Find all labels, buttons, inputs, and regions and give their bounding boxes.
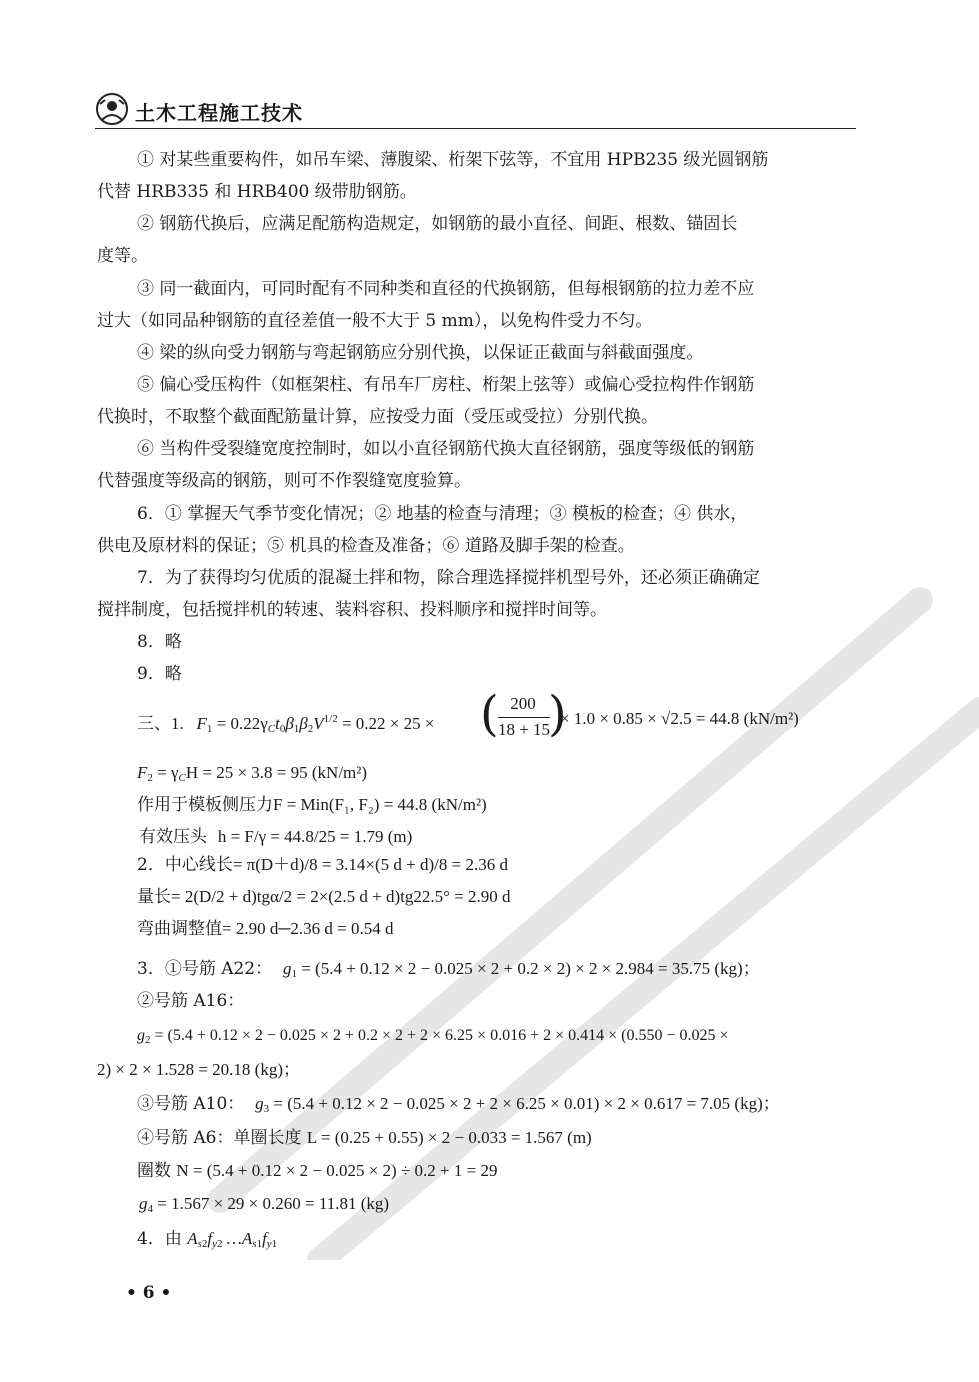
answer-3-line-1: 3．①号筋 A22： $g_1 = (5.4 + 0.12 \times 2 - 0.025 \times 2 + 0.2 \times 2) \times 2 \times 2.984 = 35.75$ (kg)； [137,959,760,980]
para-5-line-2: 代换时，不取整个截面配筋量计算，应按受力面（受压或受拉）分别代换。 [97,407,658,427]
para-1-line-2: 代替 HRB335 和 HRB400 级带肋钢筋。 [97,182,417,202]
formula-head [139,826,412,848]
answer-2-line-2 [137,886,511,908]
answer-6-line-2: 供电及原材料的保证；⑤ 机具的检查及准备；⑥ 道路及脚手架的检查。 [97,536,635,556]
book-title: 土木工程施工技术 [135,101,303,125]
q3-l7-eq: N = (5.4 + 0.12 × 2 − 0.025 × 2) ÷ 0.2 + 1 = 29 [176,1161,498,1180]
f2-rest: H = 25 × 3.8 = 95 (kN/m²) [185,763,368,782]
answer-3-line-6 [137,1127,592,1149]
publisher-logo-icon [95,92,129,126]
f1-mid: = 0.22 × 25 × [341,714,435,733]
q3-l6-eq: L = (0.25 + 0.55) × 2 − 0.033 = 1.567 (m) [306,1128,592,1147]
head-eq: h = F/γ = 44.8/25 = 1.79 (m) [217,827,413,846]
f1-numerator: 200 [510,694,536,713]
q2-l1-eq: = π(D＋d)/8 = 3.14×(5 d + d)/8 = 2.36 d [232,855,508,874]
q4-f2: f [262,1229,267,1248]
q2-l3-eq: = 2.90 d─2.36 d = 0.54 d [222,919,394,938]
section-3-prefix: 三、1. [137,714,184,733]
f2-eq: = γ [157,763,179,782]
para-4-line-1: ④ 梁的纵向受力钢筋与弯起钢筋应分别代换，以保证正截面与斜截面强度。 [137,343,704,363]
para-2-line-2: 度等。 [97,246,148,266]
q2-l2-eq: = 2(D/2 + d)tgα/2 = 2×(2.5 d + d)tg22.5° = 2.90 d [171,887,511,906]
pressure-eq: F = Min(F₁, F₂) = 44.8 (kN/m²) [273,795,487,814]
q2-l2-label: 量长 [137,887,171,907]
q4-dots: …A [226,1229,253,1248]
q3-l8-eq: = 1.567 × 29 × 0.260 = 11.81 (kg) [157,1194,390,1213]
para-5-line-1: ⑤ 偏心受压构件（如框架柱、有吊车厂房柱、桁架上弦等）或偏心受拉构件作钢筋 [137,375,755,395]
para-3-line-1: ③ 同一截面内，可同时配有不同种类和直径的代换钢筋，但每根钢筋的拉力差不应 [137,279,755,299]
running-header [95,92,856,129]
para-3-line-2: 过大（如同品种钢筋的直径差值一般不大于 5 mm），以免构件受力不匀。 [97,311,653,331]
head-label: 有效压头 [139,827,207,847]
q2-l1-label: 2．中心线长 [137,855,233,875]
f1-fraction: ( 200 18 + 15 ) [480,686,567,742]
para-2-line-1: ② 钢筋代换后，应满足配筋构造规定，如钢筋的最小直径、间距、根数、锚固长 [137,214,738,234]
answer-3-line-2: ②号筋 A16： [137,991,245,1011]
para-6-line-2: 代替强度等级高的钢筋，则可不作裂缝宽度验算。 [97,471,471,491]
q3-l5-eq: = (5.4 + 0.12 × 2 − 0.025 × 2 + 2 × 6.25 × 0.01) × 2 × 0.617 = 7.05 (kg)； [273,1094,780,1113]
answer-7-line-2: 搅拌制度，包括搅拌机的转速、装料容积、投料顺序和搅拌时间等。 [97,600,607,620]
f1-denominator: 18 + 15 [497,720,551,739]
q3-l1-eq: = (5.4 + 0.12 × 2 − 0.025 × 2 + 0.2 × 2) × 2 × 2.984 = 35.75 (kg)； [301,959,760,978]
q2-l3-label: 弯曲调整值 [137,919,222,939]
answer-4-line-1: 4．由 $A_{s2}f_{y2}$ $\dots A_{s1}f_{y1}$ [137,1229,278,1250]
q3-l6-label: ④号筋 A6：单圈长度 [137,1128,302,1148]
formula-pressure [137,794,487,816]
q3-l1-label: 3．①号筋 A22： [137,959,273,979]
answer-3-line-3: $g_2 = (5.4 + 0.12 \times 2 - 0.025 \times 2 + 0.2 \times 2 + 2 \times 6.25 \times 0.016 + 2 \times 0.414 \times (0.550 - 0.025$ × [137,1027,729,1046]
answer-2-line-1 [137,854,508,876]
answer-3-line-7 [137,1160,497,1182]
q3-l7-label: 圈数 [137,1161,171,1181]
para-6-line-1: ⑥ 当构件受裂缝宽度控制时，如以小直径钢筋代换大直径钢筋，强度等级低的钢筋 [137,439,755,459]
q3-l3-eq: = (5.4 + 0.12 × 2 − 0.025 × 2 + 0.2 × 2 + 2 × 6.25 × 0.016 + 2 × 0.414 × (0.550 − 0.025 × [154,1027,729,1044]
q4-label: 4．由 [137,1229,182,1249]
f1-left: = 0.22γ [216,714,268,733]
formula-f2: $F_2 = \gamma_CH = 25 \times 3.8 = 95$ (kN/m²) [137,763,368,784]
answer-8: 8．略 [137,632,182,652]
watermark [180,560,979,1260]
page-number: • 6 • [126,1283,172,1303]
answer-7-line-1: 7．为了获得均匀优质的混凝土拌和物，除合理选择搅拌机型号外，还必须正确确定 [137,568,760,588]
para-1-line-1: ① 对某些重要构件，如吊车梁、薄腹梁、桁架下弦等，不宜用 HPB235 级光圆钢筋 [137,150,769,170]
answer-3-line-8: $g_4 = 1.567 \times 29 \times 0.260 = 11.81$ (kg) [139,1194,390,1215]
f1-right: × 1.0 × 0.85 × √2.5 = 44.8 (kN/m²) [560,709,799,728]
answer-9: 9．略 [137,664,182,684]
pressure-label: 作用于模板侧压力 [137,795,273,815]
q4-f: f [207,1229,213,1248]
answer-3-line-4: 2) × 2 × 1.528 = 20.18 (kg)； [97,1060,300,1079]
answer-6-line-1: 6．① 掌握天气季节变化情况；② 地基的检查与清理；③ 模板的检查；④ 供水， [137,504,748,524]
q3-l5-label: ③号筋 A10： [137,1094,245,1114]
formula-f1: 三、1. $F_1 = 0.22\gamma_Ct_0\beta_1\beta_2V^{1/2} = 0.22 \times 25$ × [137,713,435,735]
answer-3-line-5: ③号筋 A10： $g_3 = (5.4 + 0.12 \times 2 - 0.025 \times 2 + 2 \times 6.25 \times 0.01) \times 2 \times 0.617 = 7.05$ (kg)； [137,1094,780,1115]
answer-2-line-3 [137,918,393,940]
q4-a: A [187,1229,198,1248]
